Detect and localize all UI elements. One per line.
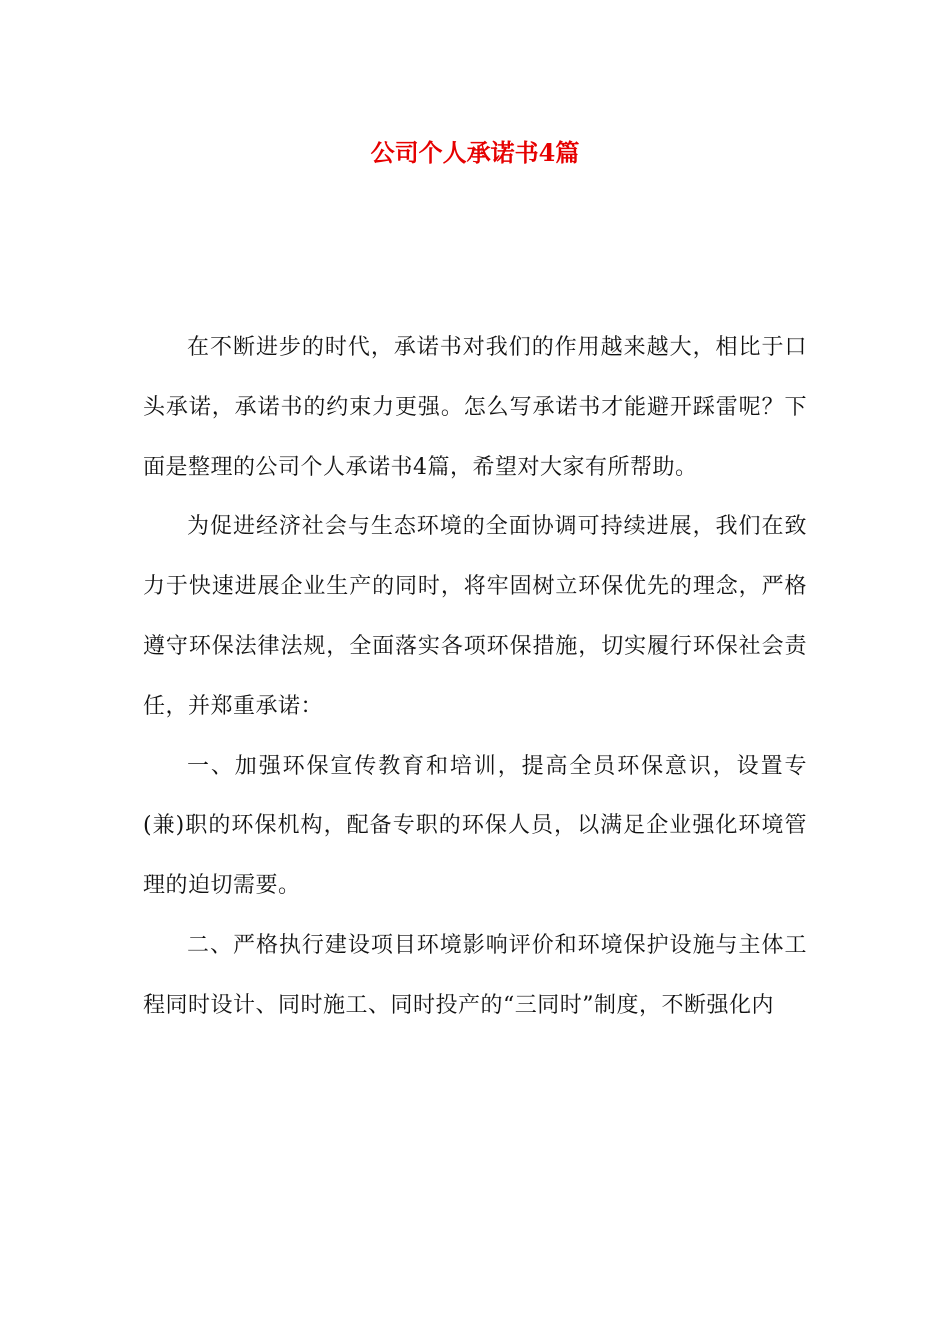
paragraph-commitment-preamble: 为促进经济社会与生态环境的全面协调可持续进展，我们在致力于快速进展企业生产的同时，将牢固树立环保优先的理念，严格遵守环保法律法规，全面落实各项环保措施，切实履行环保社会责任，并郑重承诺： bbox=[143, 514, 807, 719]
paragraph-item-one: 一、加强环保宣传教育和培训，提高全员环保意识，设置专(兼)职的环保机构，配备专职的环保人员，以满足企业强化环境管理的迫切需要。 bbox=[143, 753, 807, 899]
paragraph-item-two: 二、严格执行建设项目环境影响评价和环境保护设施与主体工程同时设计、同时施工、同时投产的“三同时”制度，不断强化内 bbox=[143, 932, 807, 1018]
document-body bbox=[143, 318, 807, 1036]
paragraph-intro: 在不断进步的时代，承诺书对我们的作用越来越大，相比于口头承诺，承诺书的约束力更强。怎么写承诺书才能避开踩雷呢？下面是整理的公司个人承诺书4篇，希望对大家有所帮助。 bbox=[143, 335, 807, 480]
document-title: 公司个人承诺书4篇 bbox=[370, 138, 580, 167]
